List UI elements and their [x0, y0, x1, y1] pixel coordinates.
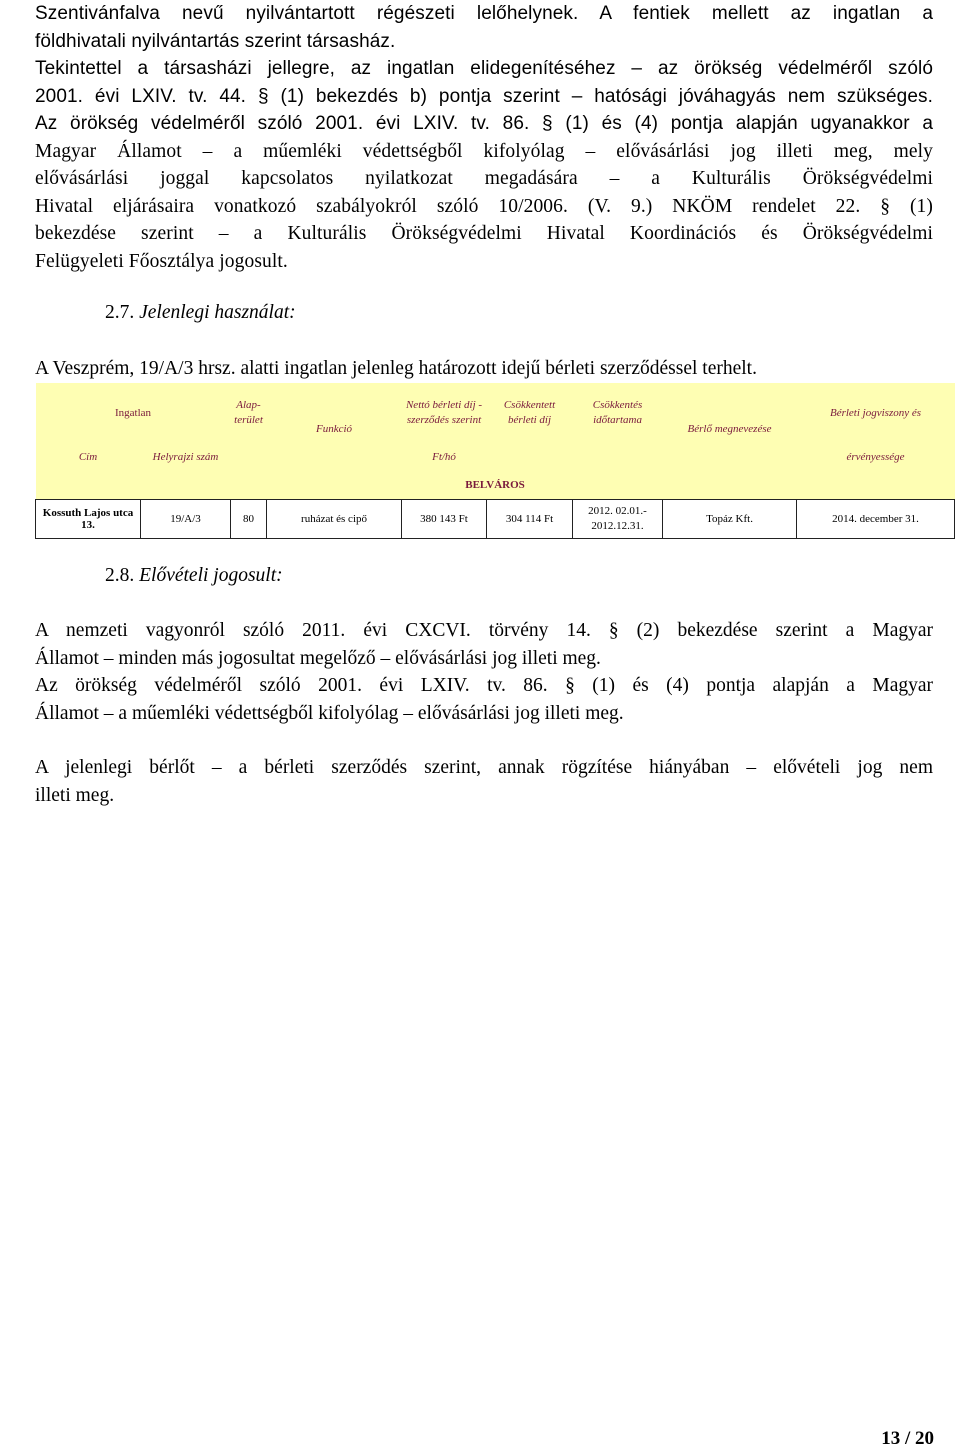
subheader-cim: Cím	[36, 443, 141, 470]
tenant-line: illeti meg.	[35, 784, 115, 806]
page-number: 13 / 20	[881, 1428, 934, 1449]
intro-paragraph	[35, 0, 933, 275]
intro-line: Felügyeleti Főosztálya jogosult.	[35, 250, 288, 272]
section-number: 2.7.	[105, 302, 135, 323]
header-netto: Nettó bérleti díj - szerződés szerint	[402, 383, 487, 443]
intro-line: Hivatal eljárásaira vonatkozó szabályokról szóló 10/2006. (V. 9.) NKÖM rendelet 22. § (1)	[35, 195, 933, 217]
intro-line: Az örökség védelméről szóló 2001. évi LXIV. tv. 86. § (1) és (4) pontja alapján ugyanakkor a	[35, 113, 933, 134]
subheader-ervenyesseg: érvényessége	[797, 443, 955, 470]
cell-berlo: Topáz Kft.	[663, 500, 797, 539]
table-subheader-row	[36, 443, 955, 470]
intro-line: földhivatali nyilvántartás szerint társasház.	[35, 30, 396, 52]
intro-line: Magyar Államot – a műemléki védettségből kifolyólag – elővásárlási jog illeti meg, mely	[35, 140, 933, 162]
intro-line: bekezdése szerint – a Kulturális Örökségvédelmi Hivatal Koordinációs és Örökségvédelmi	[35, 223, 933, 244]
pre-emption-line: Államot – a műemléki védettségből kifolyólag – elővásárlási jog illeti meg.	[35, 702, 624, 724]
pre-emption-line: Az örökség védelméről szóló 2001. évi LXIV. tv. 86. § (1) és (4) pontja alapján a Magyar	[35, 675, 933, 696]
intro-line: Szentivánfalva nevű nyilvántartott régészeti lelőhelynek. A fentiek mellett az ingatlan a	[35, 3, 933, 24]
cell-ervenyesseg: 2014. december 31.	[797, 500, 955, 539]
pre-emption-line: Államot – minden más jogosultat megelőző – elővásárlási jog illeti meg.	[35, 647, 601, 669]
cell-hrsz: 19/A/3	[141, 500, 231, 539]
tenant-paragraph	[35, 754, 933, 809]
table-group-row	[36, 470, 955, 500]
section-title: Elővételi jogosult:	[139, 565, 283, 586]
section-heading-2-8	[105, 563, 283, 589]
cell-idotartam: 2012. 02.01.- 2012.12.31.	[573, 500, 663, 539]
cell-cim: Kossuth Lajos utca 13.	[36, 500, 141, 539]
tenant-line: A jelenlegi bérlőt – a bérleti szerződés szerint, annak rögzítése hiányában – elővételi jog nem	[35, 757, 933, 778]
section-title: Jelenlegi használat:	[139, 302, 296, 323]
group-label: BELVÁROS	[36, 470, 955, 500]
cell-netto: 380 143 Ft	[402, 500, 487, 539]
cell-csokkentett: 304 114 Ft	[487, 500, 573, 539]
header-csokkentes: Csökkentés időtartama	[573, 383, 663, 443]
header-csokkentett: Csökkentett bérleti díj	[487, 383, 573, 443]
intro-line: Tekintettel a társasházi jellegre, az ingatlan elidegenítéséhez – az örökség védelméről szóló	[35, 58, 933, 79]
table-row	[36, 500, 955, 539]
header-jogviszony: Bérleti jogviszony és	[797, 383, 955, 443]
cell-funkcio: ruházat és cipő	[267, 500, 402, 539]
header-funkcio: Funkció	[267, 383, 402, 443]
pre-emption-line: A nemzeti vagyonról szóló 2011. évi CXCVI. törvény 14. § (2) bekezdése szerint a Magyar	[35, 620, 933, 641]
header-alapterulet: Alap- terület	[231, 383, 267, 443]
section-heading-2-7	[105, 300, 296, 326]
header-berlo: Bérlő megnevezése	[663, 383, 797, 443]
usage-text: A Veszprém, 19/A/3 hrsz. alatti ingatlan jelenleg határozott idejű bérleti szerződéssel terhelt.	[35, 358, 757, 379]
header-ingatlan: Ingatlan	[36, 383, 231, 443]
intro-line: 2001. évi LXIV. tv. 44. § (1) bekezdés b) pontja szerint – hatósági jóváhagyás nem szükséges.	[35, 85, 933, 107]
cell-alapterulet: 80	[231, 500, 267, 539]
section-number: 2.8.	[105, 565, 135, 586]
intro-line: elővásárlási joggal kapcsolatos nyilatkozat megadására – a Kulturális Örökségvédelmi	[35, 168, 933, 189]
table-header-row	[36, 383, 955, 443]
subheader-hrsz: Helyrajzi szám	[141, 443, 231, 470]
pre-emption-paragraph	[35, 617, 933, 727]
subheader-fthó: Ft/hó	[402, 443, 487, 470]
lease-table	[35, 383, 955, 539]
